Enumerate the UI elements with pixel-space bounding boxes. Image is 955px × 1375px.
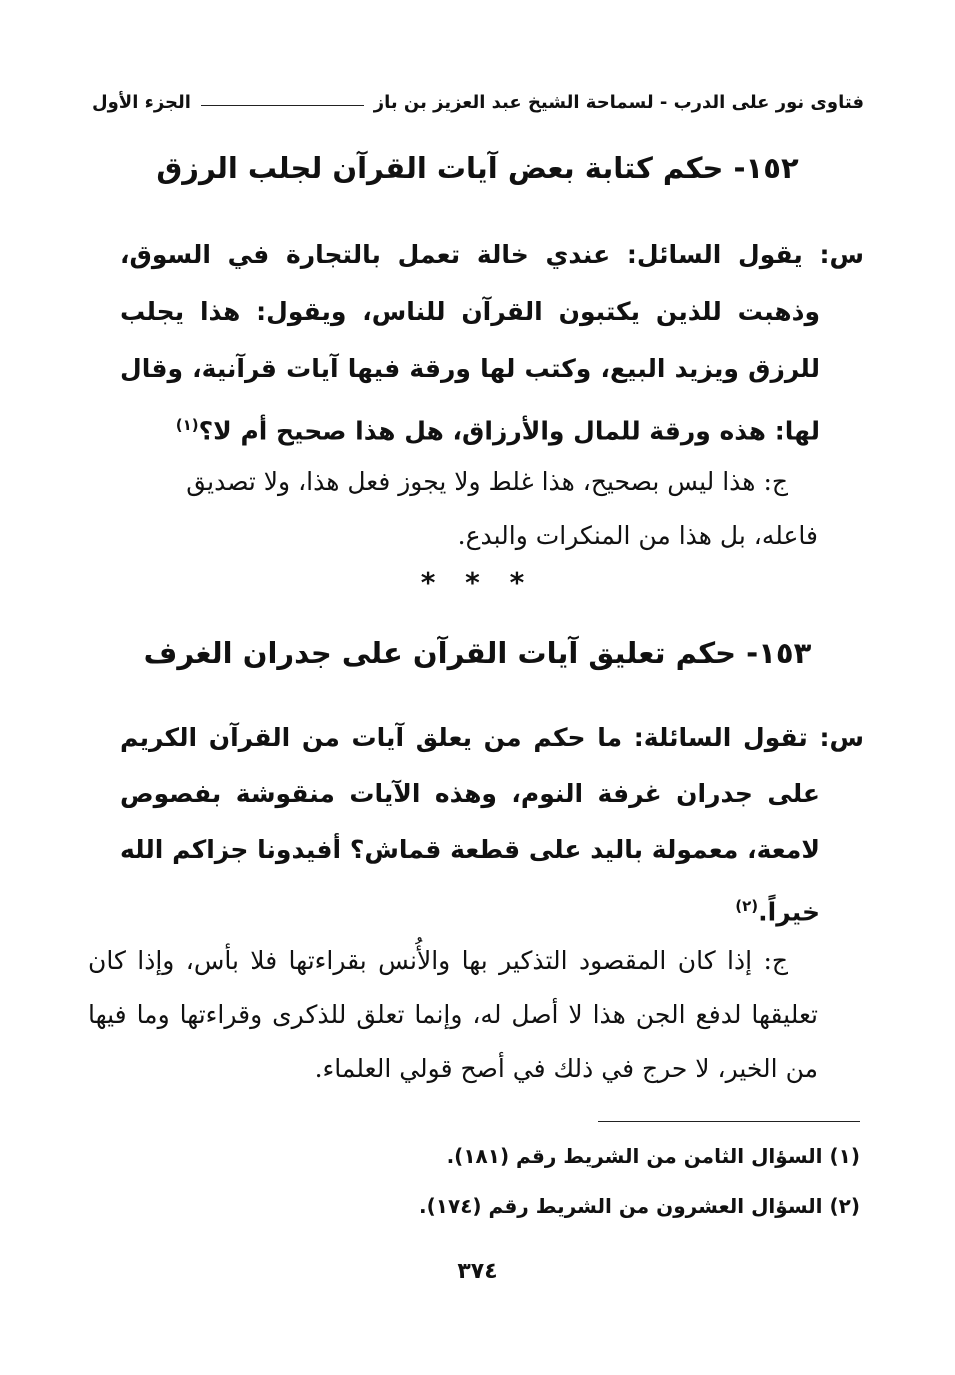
footnote-rule [598,1121,860,1122]
question-text: يقول السائل: عندي خالة تعمل بالتجارة في السوق، وذهبت للذين يكتبون القرآن للناس، ويقول: هذا يجلب للرزق ويزيد البيع، وكتب لها ورقة فيها آيات قرآنية، وقال لها: هذه ورقة للمال والأرزاق، هل هذا صحيح أم لا؟ [120,240,820,446]
answer-text: إذا كان المقصود التذكير بها والأُنس بقراءتها فلا بأس، وإذا كان تعليقها لدفع الجن هذا لا أصل له، وإنما تعلق للذكرى وقراءتها وما فيها من الخير، لا حرج في ذلك في أصح قولي العلماء. [88,946,818,1083]
header-part: الجزء الأول [92,91,191,113]
section-separator: * * * [420,566,535,599]
footnote-2: (٢) السؤال العشرون من الشريط رقم (١٧٤). [419,1194,860,1218]
answer-label: ج: [763,467,788,496]
header-book-title: فتاوى نور على الدرب - لسماحة الشيخ عبد العزيز بن باز [373,91,864,113]
question-label: س: [819,240,864,269]
section-153-question [120,710,864,940]
section-152-title: ١٥٢- حكم كتابة بعض آيات القرآن لجلب الرزق [156,151,799,185]
footnote-ref-1: (١) [175,416,199,434]
question-text: تقول السائلة: ما حكم من يعلق آيات من القرآن الكريم على جدران غرفة النوم، وهذه الآيات منقوشة بفصوص لامعة، معمولة باليد على قطعة قماش؟ أفيدونا جزاكم الله خيراً. [120,723,820,927]
section-152-question [120,226,864,459]
question-label: س: [819,723,864,752]
answer-line-1: هذا ليس بصحيح، هذا غلط ولا يجوز فعل هذا، ولا تصديق [186,467,756,496]
section-153-answer [88,934,818,1096]
running-header [92,84,864,120]
header-rule [201,105,364,106]
section-153-title: ١٥٣- حكم تعليق آيات القرآن على جدران الغرف [143,636,812,670]
page-number: ٣٧٤ [457,1259,498,1284]
section-152-answer [88,455,818,563]
footnote-1: (١) السؤال الثامن من الشريط رقم (١٨١). [446,1144,860,1168]
answer-label: ج: [763,946,788,975]
answer-line-2: فاعله، بل هذا من المنكرات والبدع. [457,521,818,550]
footnote-ref-2: (٢) [735,897,759,915]
